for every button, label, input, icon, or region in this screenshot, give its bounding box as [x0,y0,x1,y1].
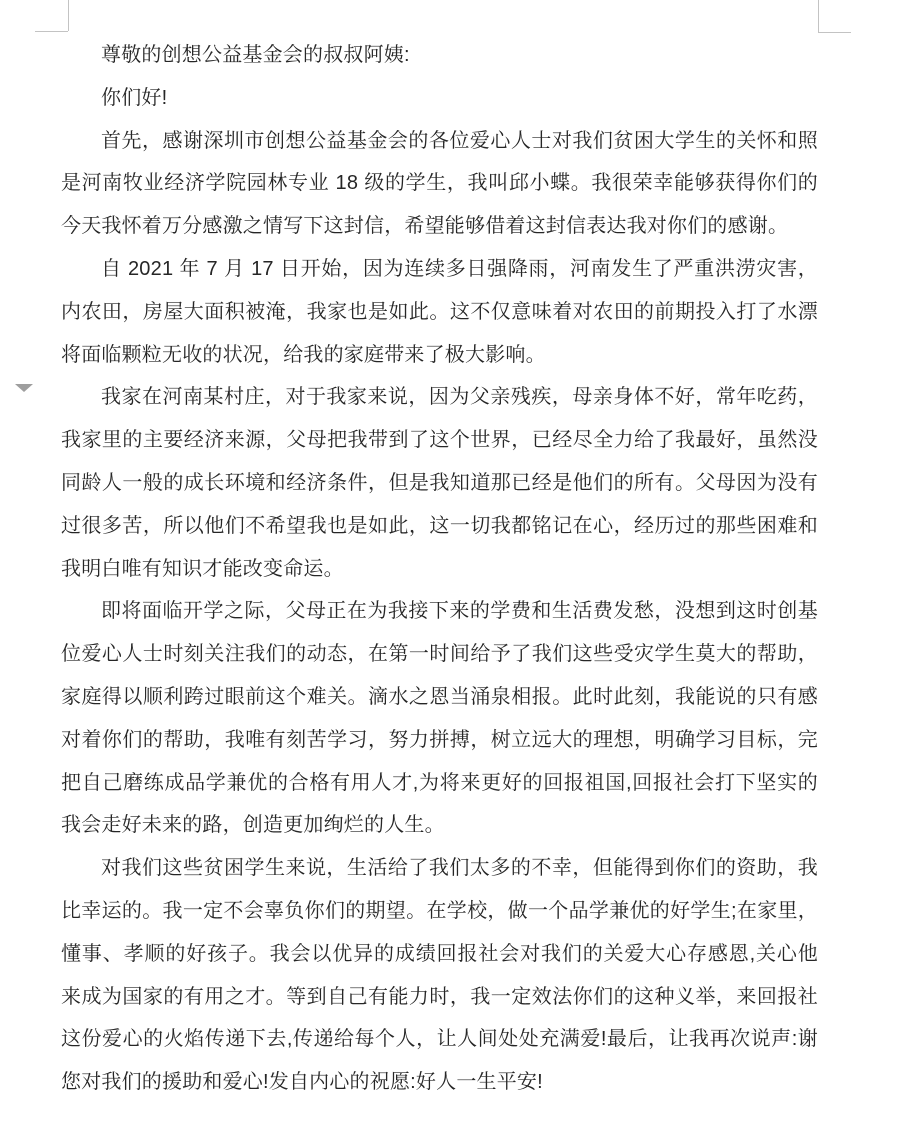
text-line: 自 2021 年 7 月 17 日开始，因为连续多日强降雨，河南发生了严重洪涝灾害， [101,257,818,280]
crop-mark-top-left-icon [35,31,68,32]
crop-mark-top-left-icon [68,0,69,31]
text-line: 首先，感谢深圳市创想公益基金会的各位爱心人士对我们贫困大学生的关怀和照 [101,129,818,152]
text-line: 同龄人一般的成长环境和经济条件，但是我知道那已经是他们的所有。父母因为没有 [61,471,818,494]
text-line: 对我们这些贫困学生来说，生活给了我们太多的不幸，但能得到你们的资助，我 [101,857,818,880]
text-line: 比幸运的。我一定不会辜负你们的期望。在学校，做一个品学兼优的好学生;在家里， [61,899,818,922]
text-line: 今天我怀着万分感激之情写下这封信，希望能够借着这封信表达我对你们的感谢。 [61,215,789,238]
text-line: 我明白唯有知识才能改变命运。 [61,557,344,580]
paragraph [61,590,818,847]
paragraph [61,847,818,1104]
text-line: 懂事、孝顺的好孩子。我会以优异的成绩回报社会对我们的关爱大心存感恩,关心他 [61,942,818,965]
paragraph [61,376,818,590]
collapse-triangle-icon[interactable] [15,384,33,392]
document-text-area[interactable] [61,34,818,1104]
text-line: 来成为国家的有用之才。等到自己有能力时，我一定效法你们的这种义举，来回报社 [61,985,818,1008]
text-line: 尊敬的创想公益基金会的叔叔阿姨: [101,44,410,66]
crop-mark-top-right-icon [818,32,851,33]
crop-mark-top-right-icon [818,0,819,32]
text-line: 家庭得以顺利跨过眼前这个难关。滴水之恩当涌泉相报。此时此刻，我能说的只有感 [61,685,818,708]
paragraph [61,120,818,248]
text-line: 将面临颗粒无收的状况，给我的家庭带来了极大影响。 [61,343,546,366]
paragraph [61,77,818,120]
text-line: 我家里的主要经济来源，父母把我带到了这个世界，已经尽全力给了我最好，虽然没 [61,429,818,452]
text-line: 你们好! [101,86,168,109]
text-line: 我会走好未来的路，创造更加绚烂的人生。 [61,814,445,837]
text-line: 内农田，房屋大面积被淹，我家也是如此。这不仅意味着对农田的前期投入打了水漂 [61,300,818,323]
paragraph [61,248,818,376]
text-line: 即将面临开学之际，父母正在为我接下来的学费和生活费发愁，没想到这时创基 [101,600,818,623]
text-line: 把自己磨练成品学兼优的合格有用人才,为将来更好的回报祖国,回报社会打下坚实的 [61,771,818,794]
paragraph [61,34,818,77]
text-line: 这份爱心的火焰传递下去,传递给每个人，让人间处处充满爱!最后，让我再次说声:谢 [61,1028,818,1051]
text-line: 我家在河南某村庄，对于我家来说，因为父亲残疾，母亲身体不好，常年吃药， [101,386,818,409]
text-line: 位爱心人士时刻关注我们的动态，在第一时间给予了我们这些受灾学生莫大的帮助， [61,643,818,666]
text-line: 您对我们的援助和爱心!发自内心的祝愿:好人一生平安! [61,1071,543,1094]
text-line: 对着你们的帮助，我唯有刻苦学习，努力拼搏，树立远大的理想，明确学习目标，完 [61,728,818,751]
text-line: 过很多苦，所以他们不希望我也是如此，这一切我都铭记在心，经历过的那些困难和 [61,514,818,537]
text-line: 是河南牧业经济学院园林专业 18 级的学生，我叫邱小蝶。我很荣幸能够获得你们的 [61,172,818,195]
